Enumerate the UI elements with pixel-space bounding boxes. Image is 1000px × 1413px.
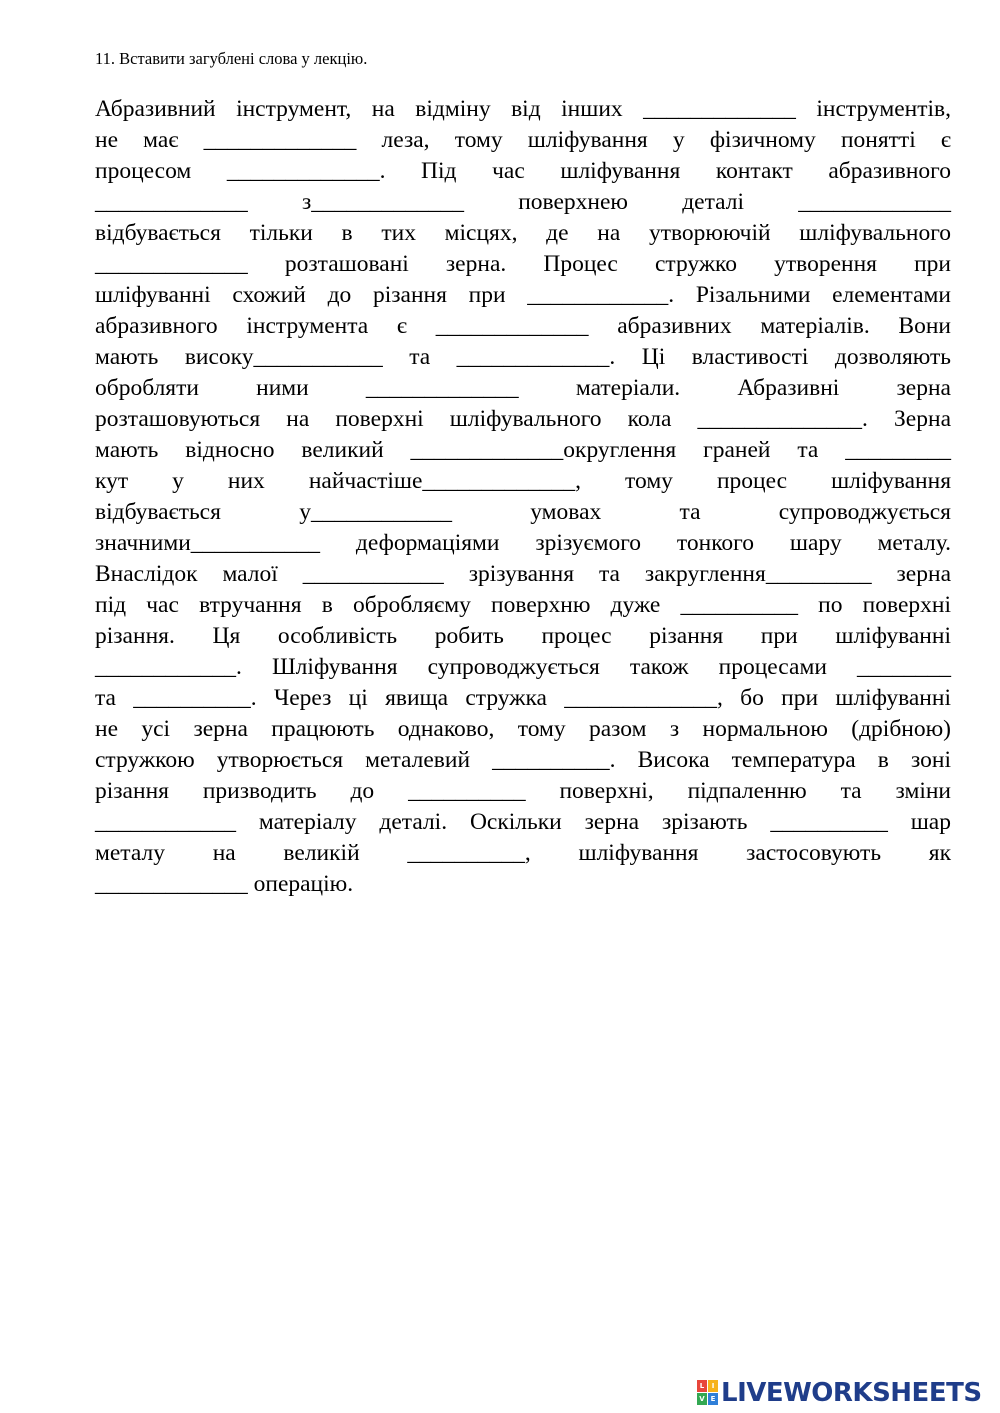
passage-line: _____________ з_____________ поверхнею деталі _____________ xyxy=(95,189,951,215)
passage-line: ____________. Шліфування супроводжується також процесами ________ xyxy=(95,654,951,680)
logo-text: LIVEWORKSHEETS xyxy=(721,1378,982,1408)
passage-line: та __________. Через ці явища стружка _____________, бо при шліфуванні xyxy=(95,685,951,711)
passage-line: _____________ операцію. xyxy=(95,871,354,897)
logo-block-l: L xyxy=(697,1380,707,1392)
passage-line: процесом _____________. Під час шліфування контакт абразивного xyxy=(95,158,951,184)
passage-line: мають відносно великий _____________округлення граней та _________ xyxy=(95,437,951,463)
passage-line: відбувається у____________ умовах та супроводжується xyxy=(95,499,951,525)
logo-block-v: V xyxy=(697,1393,707,1405)
passage-line: шліфуванні схожий до різання при ____________. Різальними елементами xyxy=(95,282,951,308)
passage-line: кут у них найчастіше_____________, тому процес шліфування xyxy=(95,468,951,494)
passage-line: металу на великій __________, шліфування застосовують як xyxy=(95,840,951,866)
passage-line: стружкою утворюється металевий __________. Висока температура в зоні xyxy=(95,747,951,773)
task-title: 11. Вставити загублені слова у лекцію. xyxy=(95,49,368,68)
passage-line: не має _____________ леза, тому шліфування у фізичному понятті є xyxy=(95,127,951,153)
passage-line: не усі зерна працюють однаково, тому разом з нормальною (дрібною) xyxy=(95,716,951,742)
passage-line: значними___________ деформаціями зрізуємого тонкого шару металу. xyxy=(95,530,951,556)
passage-line: мають високу___________ та _____________. Ці властивості дозволяють xyxy=(95,344,951,370)
passage-line: різання. Ця особливість робить процес різання при шліфуванні xyxy=(95,623,951,649)
passage-line: розташовуються на поверхні шліфувального кола ______________. Зерна xyxy=(95,406,951,432)
passage-line: Внаслідок малої ____________ зрізування та закруглення_________ зерна xyxy=(95,561,951,587)
logo-blocks-icon xyxy=(697,1380,719,1406)
passage-line: _____________ розташовані зерна. Процес стружко утворення при xyxy=(95,251,951,277)
logo-block-i: I xyxy=(708,1380,718,1392)
liveworksheets-logo xyxy=(697,1378,982,1408)
passage-line: під час втручання в обробляєму поверхню дуже __________ по поверхні xyxy=(95,592,951,618)
lecture-passage xyxy=(95,94,951,900)
passage-line: ____________ матеріалу деталі. Оскільки зерна зрізають __________ шар xyxy=(95,809,951,835)
passage-line: Абразивний інструмент, на відміну від інших _____________ інструментів, xyxy=(95,96,951,122)
logo-block-e: E xyxy=(708,1393,718,1405)
passage-line: обробляти ними _____________ матеріали. Абразивні зерна xyxy=(95,375,951,401)
passage-line: різання призводить до __________ поверхні, підпаленню та зміни xyxy=(95,778,951,804)
passage-line: відбувається тільки в тих місцях, де на утворюючій шліфувального xyxy=(95,220,951,246)
passage-line: абразивного інструмента є _____________ абразивних матеріалів. Вони xyxy=(95,313,951,339)
